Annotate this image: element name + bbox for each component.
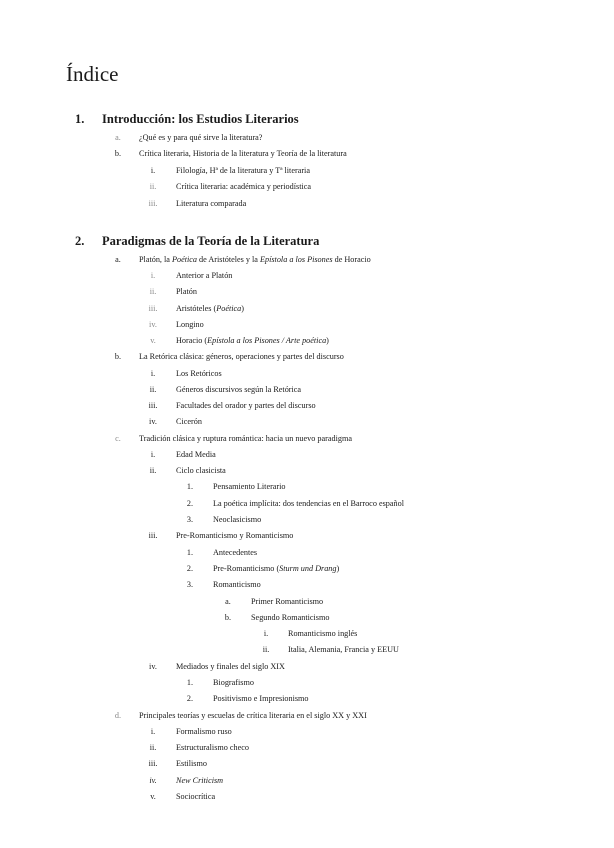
entry-marker: iii. <box>148 401 158 410</box>
entry-text: Longino <box>176 320 204 329</box>
entry-text: Romanticismo <box>213 580 261 589</box>
entry-marker: a. <box>115 255 121 264</box>
section-number: 1. <box>75 112 85 126</box>
entry-text: Aristóteles (Poética) <box>176 304 244 313</box>
entry-marker: i. <box>150 450 156 459</box>
entry-marker: 3. <box>186 580 194 589</box>
entry-marker: 1. <box>186 482 194 491</box>
entry-text: Horacio (Epístola a los Pisones / Arte poética) <box>176 336 329 345</box>
entry-text: Positivismo e Impresionismo <box>213 694 309 703</box>
entry-text: Edad Media <box>176 450 216 459</box>
entry-marker: b. <box>114 352 122 361</box>
entry-marker: iv. <box>149 320 157 329</box>
entry-text: Platón <box>176 287 197 296</box>
entry-marker: ii. <box>149 287 157 296</box>
entry-text: Facultades del orador y partes del discurso <box>176 401 316 410</box>
entry-marker: a. <box>225 597 231 606</box>
entry-text: New Criticism <box>176 776 224 785</box>
entry-marker: i. <box>263 629 269 638</box>
entry-text: Formalismo ruso <box>176 727 232 736</box>
entry-text: Ciclo clasicista <box>176 466 226 475</box>
entry-text: Romanticismo inglés <box>288 629 358 638</box>
entry-text: Pre-Romanticismo y Romanticismo <box>176 531 294 540</box>
page-title: Índice <box>66 62 119 86</box>
entry-text: Tradición clásica y ruptura romántica: hacia un nuevo paradigma <box>139 434 352 443</box>
entry-marker: v. <box>150 336 156 345</box>
entry-text: Estilismo <box>176 759 207 768</box>
entry-marker: ii. <box>149 182 157 191</box>
entry-marker: ii. <box>149 466 157 475</box>
entry-text: Italia, Alemania, Francia y EEUU <box>288 645 399 654</box>
entry-text: Primer Romanticismo <box>251 597 324 606</box>
entry-marker: a. <box>115 133 121 142</box>
entry-text: Segundo Romanticismo <box>251 613 330 622</box>
entry-marker: iii. <box>148 304 158 313</box>
entry-marker: 3. <box>186 515 194 524</box>
entry-text: Crítica literaria: académica y periodística <box>176 182 312 191</box>
entry-marker: iii. <box>148 199 158 208</box>
entry-marker: 1. <box>186 678 194 687</box>
entry-text: La Retórica clásica: géneros, operaciones y partes del discurso <box>139 352 344 361</box>
entry-marker: ii. <box>262 645 270 654</box>
entry-text: Crítica literaria, Historia de la literatura y Teoría de la literatura <box>139 149 347 158</box>
section-title: Paradigmas de la Teoría de la Literatura <box>102 234 320 248</box>
section-title: Introducción: los Estudios Literarios <box>102 112 299 126</box>
entry-marker: i. <box>150 727 156 736</box>
entry-text: Antecedentes <box>213 548 258 557</box>
entry-marker: iv. <box>149 776 157 785</box>
entry-marker: iii. <box>148 531 158 540</box>
entry-marker: i. <box>150 166 156 175</box>
entry-marker: iv. <box>149 662 157 671</box>
entry-marker: iv. <box>149 417 157 426</box>
entry-text: Principales teorías y escuelas de crítica literaria en el siglo XX y XXI <box>139 711 367 720</box>
entry-marker: i. <box>150 271 156 280</box>
entry-marker: 2. <box>186 694 194 703</box>
entry-text: Sociocrítica <box>176 792 216 801</box>
entry-text: Géneros discursivos según la Retórica <box>176 385 302 394</box>
entry-marker: d. <box>114 711 122 720</box>
entry-marker: 1. <box>186 548 194 557</box>
entry-text: Platón, la Poética de Aristóteles y la Epístola a los Pisones de Horacio <box>139 255 371 264</box>
entry-text: La poética implícita: dos tendencias en el Barroco español <box>213 499 404 508</box>
section-number: 2. <box>75 234 85 248</box>
entry-marker: c. <box>115 434 121 443</box>
entry-marker: 2. <box>186 499 194 508</box>
entry-text: Estructuralismo checo <box>176 743 249 752</box>
entry-text: Cicerón <box>176 417 202 426</box>
entry-text: Filología, Hª de la literatura y Tª literaria <box>176 166 310 175</box>
entry-text: Pre-Romanticismo (Sturm und Drang) <box>213 564 340 573</box>
entry-marker: 2. <box>186 564 194 573</box>
entry-text: Pensamiento Literario <box>213 482 286 491</box>
entry-text: Neoclasicismo <box>213 515 262 524</box>
entry-text: Los Retóricos <box>176 369 222 378</box>
entry-marker: ii. <box>149 743 157 752</box>
entry-text: ¿Qué es y para qué sirve la literatura? <box>139 133 263 142</box>
entry-marker: b. <box>114 149 122 158</box>
entry-text: Biografismo <box>213 678 254 687</box>
entry-text: Mediados y finales del siglo XIX <box>176 662 285 671</box>
entry-marker: i. <box>150 369 156 378</box>
entry-text: Anterior a Platón <box>176 271 233 280</box>
entry-marker: b. <box>224 613 232 622</box>
entry-text: Literatura comparada <box>176 199 247 208</box>
entry-marker: iii. <box>148 759 158 768</box>
entry-marker: v. <box>150 792 156 801</box>
entry-marker: ii. <box>149 385 157 394</box>
